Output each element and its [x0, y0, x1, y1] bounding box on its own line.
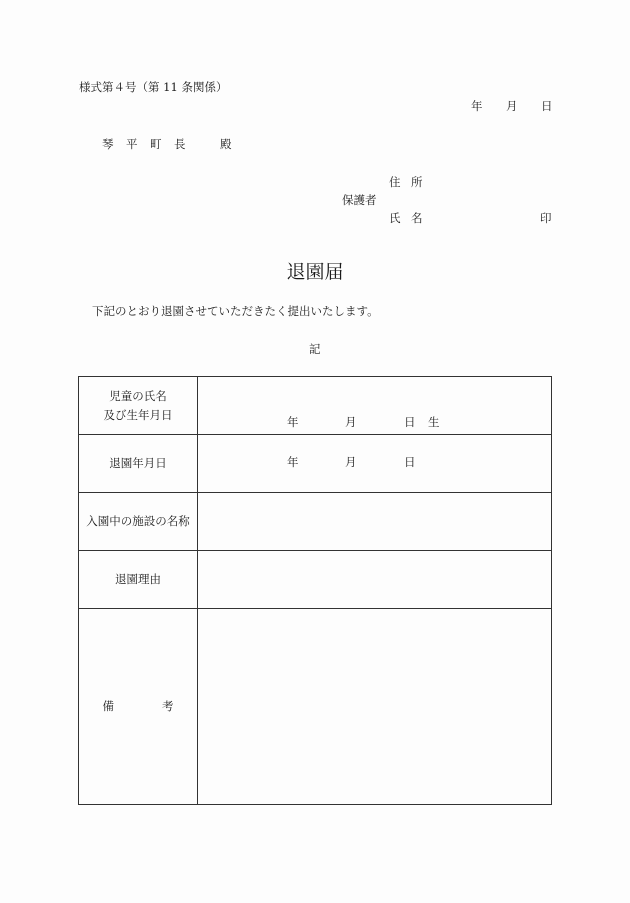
- date-month-label: 月: [506, 99, 518, 113]
- table-row-withdrawal-date: [79, 435, 552, 493]
- ki-label: 記: [309, 342, 321, 356]
- table-row-child-name: [79, 377, 552, 435]
- remarks-label-a: 備: [102, 699, 114, 714]
- birth-day-label: 日: [404, 415, 416, 429]
- guardian-label: 保護者: [342, 193, 377, 207]
- addressee-honorific: 殿: [220, 137, 232, 151]
- withdrawal-day-label: 日: [404, 455, 416, 469]
- withdrawal-year-label: 年: [287, 455, 299, 469]
- withdrawal-date-label: 退園年月日: [79, 435, 198, 493]
- address-label-1: 住: [389, 175, 401, 189]
- withdrawal-date-field[interactable]: [198, 435, 552, 493]
- withdrawal-month-label: 月: [345, 455, 357, 469]
- remarks-label-b: 考: [162, 699, 174, 714]
- birth-year-label: 年: [287, 415, 299, 429]
- remarks-label-cell: [79, 609, 198, 805]
- addressee-char-2: 平: [126, 137, 138, 151]
- addressee-char-3: 町: [150, 137, 162, 151]
- addressee-char-1: 琴: [102, 137, 114, 151]
- reason-field[interactable]: [198, 551, 552, 609]
- table-row-reason: [79, 551, 552, 609]
- birthdate-label: 及び生年月日: [103, 407, 173, 422]
- addressee-char-4: 長: [174, 137, 186, 151]
- facility-name-field[interactable]: [198, 493, 552, 551]
- child-name-field[interactable]: [198, 377, 552, 435]
- reason-label: 退園理由: [79, 551, 198, 609]
- name-label-1: 氏: [389, 211, 401, 225]
- withdrawal-form-table: [78, 376, 552, 805]
- remarks-field[interactable]: [198, 609, 552, 805]
- birth-suffix-label: 生: [428, 415, 440, 429]
- child-name-label-cell: [79, 377, 198, 435]
- page-title: 退園届: [286, 261, 344, 283]
- table-row-remarks: [79, 609, 552, 805]
- seal-label: 印: [540, 211, 552, 225]
- intro-text: 下記のとおり退園させていただきたく提出いたします。: [92, 304, 379, 318]
- child-name-label: 児童の氏名: [109, 389, 167, 404]
- address-label-2: 所: [411, 175, 423, 189]
- facility-name-label: 入園中の施設の名称: [79, 493, 198, 551]
- table-row-facility: [79, 493, 552, 551]
- birth-month-label: 月: [345, 415, 357, 429]
- date-day-label: 日: [541, 99, 553, 113]
- date-year-label: 年: [471, 99, 483, 113]
- name-label-2: 名: [411, 211, 423, 225]
- form-number: 様式第４号（第 11 条関係）: [79, 80, 228, 94]
